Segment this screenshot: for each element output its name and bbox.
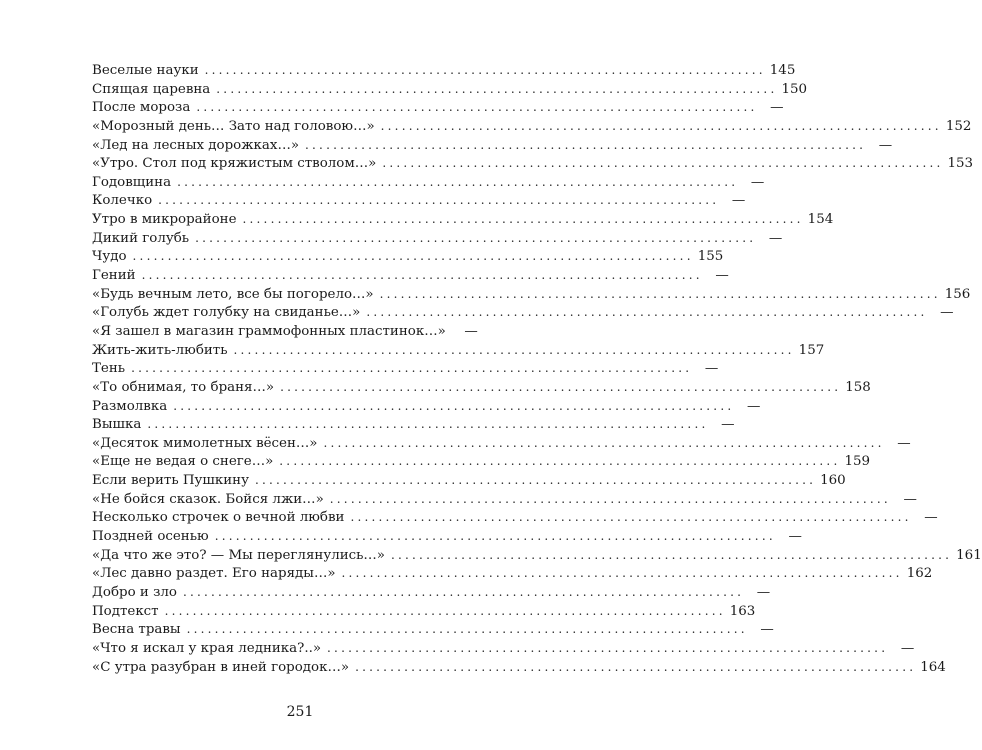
toc-entry-title: Спящая царевна — [92, 81, 211, 97]
toc-entry — [92, 229, 783, 248]
toc-entry — [92, 61, 796, 80]
toc-entry-page: 152 — [945, 118, 972, 134]
toc-entry-title: «Лед на лесных дорожках…» — [92, 137, 300, 153]
toc-entry — [92, 117, 972, 136]
dot-leader: ................................................................................ — [173, 398, 735, 413]
toc-entry — [92, 546, 982, 565]
dot-leader: ................................................................................ — [242, 212, 804, 227]
dot-leader: ................................................................................ — [279, 454, 841, 469]
toc-entry-title: Несколько строчек о вечной любви — [92, 510, 345, 526]
toc-entry-page: — — [756, 584, 771, 600]
toc-entry-title: Подтекст — [92, 603, 159, 619]
toc-entry — [92, 397, 761, 416]
toc-entry-title: «Десяток мимолетных вёсен…» — [92, 435, 318, 451]
toc-entry-page: 157 — [798, 342, 825, 358]
toc-entry-page: 153 — [947, 156, 974, 172]
toc-entry — [92, 564, 933, 583]
toc-entry-title: Поздней осенью — [92, 529, 209, 545]
toc-entry-page: 162 — [906, 566, 933, 582]
toc-entry — [92, 639, 915, 658]
toc-entry-page: 154 — [807, 212, 834, 228]
toc-entry — [92, 415, 735, 434]
toc-entry-page: 145 — [769, 63, 796, 78]
toc-entry — [92, 471, 846, 490]
toc-entry-page: 163 — [729, 603, 756, 619]
toc-entry — [92, 452, 871, 471]
dot-leader: ................................................................................ — [323, 435, 885, 450]
toc-entry-page: — — [903, 491, 917, 507]
toc-entry-page: — — [940, 305, 954, 321]
dot-leader: ................................................................................ — [164, 603, 726, 618]
toc-entry-title: «Еще не ведая о снеге…» — [92, 454, 274, 470]
toc-entry-title: Утро в микрорайоне — [92, 212, 237, 228]
toc-entry-title: Жить-жить-любить — [92, 342, 228, 358]
dot-leader: ................................................................................ — [177, 174, 739, 189]
toc-entry-page: — — [746, 398, 761, 414]
toc-entry-page: 156 — [944, 286, 971, 302]
toc-entry — [92, 620, 774, 639]
toc-entry — [92, 136, 893, 155]
toc-entry — [92, 527, 802, 546]
dot-leader: ................................................................................ — [196, 100, 758, 115]
dot-leader: ................................................................................ — [214, 529, 776, 544]
toc-entry — [92, 173, 765, 192]
toc-entry-page: — — [768, 230, 783, 246]
toc-entry-page: 161 — [956, 547, 982, 563]
toc-entry — [92, 602, 756, 621]
toc-entry — [92, 266, 729, 285]
toc-entry-title: «Я зашел в магазин граммофонных пластинок…» — [92, 323, 446, 339]
toc-entry-title: «Что я искал у края ледника?..» — [92, 640, 322, 656]
dot-leader: ................................................................................ — [327, 640, 889, 655]
dot-leader: ................................................................................ — [366, 305, 928, 320]
toc-entry-page: — — [750, 174, 765, 190]
toc-entry-page: 159 — [844, 454, 871, 470]
dot-leader: ................................................................................ — [132, 249, 694, 264]
dot-leader: ................................................................................ — [141, 268, 703, 283]
toc-entry-page: — — [760, 622, 774, 638]
toc-entry-title: Веселые науки — [92, 63, 199, 78]
toc-entry-page: 158 — [845, 379, 871, 395]
dot-leader: ................................................................................ — [379, 286, 941, 301]
toc-entry-title: Гений — [92, 268, 136, 284]
dot-leader: ................................................................................ — [355, 659, 917, 674]
toc-entry-title: Годовщина — [92, 174, 172, 190]
dot-leader: ................................................................................ — [147, 417, 709, 432]
toc-entry — [92, 508, 938, 527]
toc-entry-title: Дикий голубь — [92, 230, 190, 246]
toc-entry — [92, 154, 974, 173]
toc-entry — [92, 341, 825, 360]
dot-leader: ................................................................................ — [216, 81, 778, 96]
toc-entry — [92, 359, 719, 378]
dot-leader: ................................................................................ — [382, 156, 944, 171]
toc-entry — [92, 191, 746, 210]
toc-entry-page: 160 — [820, 473, 846, 489]
table-of-contents — [92, 61, 982, 676]
dot-leader: ................................................................................ — [329, 491, 891, 506]
toc-entry-page: — — [900, 640, 915, 656]
toc-entry — [92, 98, 784, 117]
toc-entry-title: «То обнимая, то браня…» — [92, 379, 275, 395]
toc-entry-title: «Будь вечным лето, все бы погорело…» — [92, 286, 374, 302]
toc-entry-title: «Морозный день… Зато над головою…» — [92, 118, 375, 134]
toc-entry-title: Чудо — [92, 249, 127, 265]
toc-entry — [92, 490, 917, 509]
toc-entry-title: «Не бойся сказок. Бойся лжи…» — [92, 491, 324, 507]
toc-entry-page: 150 — [781, 81, 808, 97]
toc-entry-page: — — [788, 529, 802, 545]
toc-entry-page: 164 — [920, 659, 946, 675]
toc-entry-title: Вышка — [92, 417, 142, 433]
toc-entry-title: «Лес давно раздет. Его наряды…» — [92, 566, 336, 582]
toc-entry-page: — — [704, 361, 719, 377]
toc-entry-title: «С утра разубран в иней городок…» — [92, 659, 350, 675]
toc-entry — [92, 658, 946, 677]
toc-entry — [92, 80, 808, 99]
toc-entry-page: — — [878, 137, 893, 153]
toc-entry-title: Тень — [92, 361, 126, 377]
toc-entry — [92, 210, 834, 229]
toc-entry-page: — — [897, 435, 911, 451]
toc-entry-page: — — [924, 510, 938, 526]
toc-entry — [92, 247, 724, 266]
dot-leader: ................................................................................ — [186, 622, 748, 637]
toc-entry — [92, 583, 771, 602]
dot-leader: ................................................................................ — [195, 230, 757, 245]
toc-entry-title: Весна травы — [92, 622, 181, 638]
dot-leader: ................................................................................ — [380, 118, 942, 133]
toc-entry-title: «Утро. Стол под кряжистым стволом…» — [92, 156, 377, 172]
dot-leader: ................................................................................ — [391, 547, 953, 562]
toc-entry-title: «Голубь ждет голубку на свиданье…» — [92, 305, 361, 321]
toc-entry — [92, 378, 871, 397]
toc-entry-title: «Да что же это? — Мы переглянулись…» — [92, 547, 385, 563]
dot-leader: ................................................................................ — [350, 510, 912, 525]
toc-entry-page: — — [721, 417, 735, 433]
dot-leader: ................................................................................ — [158, 193, 720, 208]
page-number: 251 — [286, 704, 314, 720]
toc-entry-title: Добро и зло — [92, 584, 177, 600]
toc-entry-page: — — [731, 193, 746, 209]
toc-entry-page: — — [715, 268, 729, 284]
toc-entry-title: После мороза — [92, 100, 191, 116]
toc-entry — [92, 434, 911, 453]
dot-leader: ................................................................................ — [341, 566, 903, 581]
dot-leader: ................................................................................ — [204, 63, 766, 77]
toc-entry-page: — — [770, 100, 784, 116]
dot-leader: ................................................................................ — [280, 379, 842, 394]
dot-leader: ................................................................................ — [233, 342, 795, 357]
dot-leader: ................................................................................ — [182, 584, 745, 599]
toc-entry-title: Размолвка — [92, 398, 168, 414]
toc-entry — [92, 285, 971, 304]
toc-entry-page: 155 — [697, 249, 724, 265]
toc-entry — [92, 303, 954, 322]
dot-leader: ................................................................................ — [131, 361, 693, 376]
toc-entry-page: — — [464, 323, 478, 339]
toc-entry-title: Колечко — [92, 193, 153, 209]
dot-leader: ................................................................................ — [305, 137, 867, 152]
toc-entry — [92, 322, 476, 341]
dot-leader: ................................................................................ — [254, 473, 817, 488]
toc-entry-title: Если верить Пушкину — [92, 473, 249, 489]
